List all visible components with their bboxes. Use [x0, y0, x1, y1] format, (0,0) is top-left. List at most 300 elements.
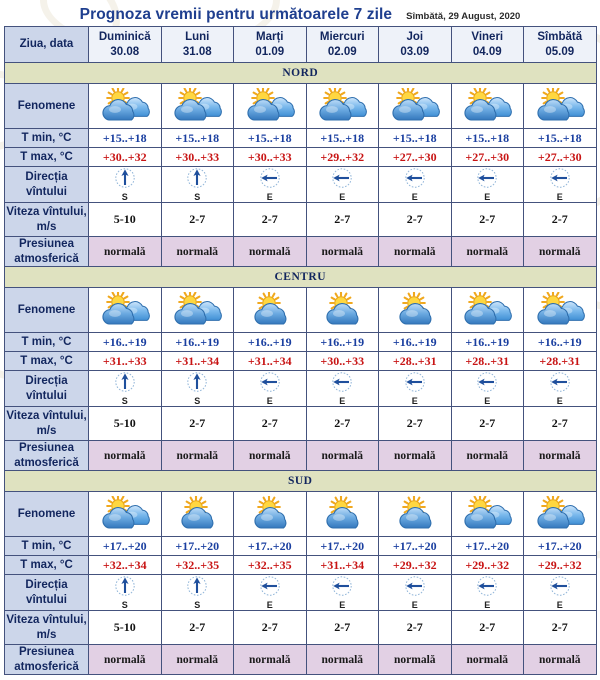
wind-direction-indicator	[307, 167, 379, 202]
wind-speed-value: 2-7	[189, 212, 206, 226]
pressure-cell: normală	[451, 237, 524, 267]
arrow-left-icon	[476, 575, 498, 600]
pressure-cell: normală	[89, 441, 162, 471]
sun-two-clouds-icon	[460, 88, 514, 124]
arrow-up-icon	[114, 371, 136, 396]
tmin-cell	[161, 129, 234, 148]
wind-direction-cell	[161, 371, 234, 407]
tmax-cell	[379, 556, 452, 575]
pressure-cell: normală	[161, 237, 234, 267]
forecast-table	[4, 26, 597, 675]
wind-direction-cell	[234, 575, 307, 611]
sun-two-clouds-icon	[533, 496, 587, 532]
phenomena-cell	[306, 288, 379, 333]
arrow-left-icon	[404, 167, 426, 192]
pressure-cell: normală	[451, 645, 524, 675]
day-name: Joi	[406, 31, 424, 44]
tmin-value: +15..+18	[320, 130, 365, 145]
tmin-cell	[524, 129, 597, 148]
arrow-left-icon	[331, 167, 353, 192]
wind-speed-value: 2-7	[551, 212, 568, 226]
region-band-row	[5, 63, 597, 84]
wind-speed-cell	[524, 203, 597, 237]
arrow-up-icon	[186, 371, 208, 396]
wind-direction-cell	[89, 575, 162, 611]
sun-two-clouds-icon	[315, 88, 369, 124]
table-row	[5, 645, 597, 675]
wind-direction-label: E	[556, 396, 563, 406]
tmax-value: +30..+33	[175, 149, 220, 164]
sun-one-cloud-icon	[246, 292, 294, 328]
wind-direction-indicator	[379, 371, 451, 406]
wind-speed-cell	[306, 407, 379, 441]
tmin-value: +16..+19	[537, 334, 582, 349]
wind-speed-cell	[379, 611, 452, 645]
wind-direction-label: E	[556, 192, 563, 202]
phenomena-cell	[234, 84, 307, 129]
wind-direction-cell	[451, 371, 524, 407]
pressure-cell: normală	[524, 645, 597, 675]
wind-speed-cell	[161, 407, 234, 441]
table-row	[5, 148, 597, 167]
tmax-value: +31..+34	[320, 557, 365, 572]
table-row	[5, 371, 597, 407]
wind-direction-label: S	[194, 396, 201, 406]
wind-direction-indicator	[307, 371, 379, 406]
tmin-value: +17..+20	[465, 538, 510, 553]
row-label-tmin: T min, °C	[5, 129, 89, 148]
wind-speed-cell	[379, 407, 452, 441]
table-row	[5, 611, 597, 645]
tmin-cell	[161, 537, 234, 556]
wind-direction-label: S	[121, 396, 128, 406]
table-row	[5, 288, 597, 333]
wind-direction-cell	[306, 575, 379, 611]
tmin-cell	[524, 537, 597, 556]
tmax-value: +29..+32	[465, 557, 510, 572]
tmax-value: +28.+31	[539, 353, 581, 368]
day-header-cell	[379, 27, 452, 63]
wind-direction-indicator	[162, 167, 234, 202]
wind-direction-cell	[379, 575, 452, 611]
arrow-left-icon	[259, 167, 281, 192]
wind-direction-cell	[306, 167, 379, 203]
phenomena-cell	[89, 492, 162, 537]
title-bar	[4, 0, 596, 26]
tmin-value: +16..+19	[320, 334, 365, 349]
arrow-left-icon	[259, 575, 281, 600]
wind-direction-cell	[451, 575, 524, 611]
pressure-cell: normală	[161, 645, 234, 675]
day-name: Vineri	[471, 31, 504, 44]
tmin-value: +17..+20	[175, 538, 220, 553]
arrow-left-icon	[549, 575, 571, 600]
tmin-value: +15..+18	[537, 130, 582, 145]
wind-direction-indicator	[452, 371, 524, 406]
wind-direction-cell	[306, 371, 379, 407]
corner-header-cell: Ziua, data	[5, 27, 89, 63]
sun-two-clouds-icon	[460, 496, 514, 532]
tmin-cell	[234, 333, 307, 352]
tmax-cell	[306, 352, 379, 371]
region-band-row	[5, 267, 597, 288]
wind-speed-value: 5-10	[113, 416, 136, 430]
sun-one-cloud-icon	[318, 292, 366, 328]
tmin-cell	[306, 333, 379, 352]
wind-direction-indicator	[379, 575, 451, 610]
tmax-value: +30..+33	[247, 149, 292, 164]
tmin-cell	[379, 129, 452, 148]
sun-two-clouds-icon	[533, 88, 587, 124]
wind-direction-indicator	[307, 575, 379, 610]
tmax-value: +29..+32	[320, 149, 365, 164]
phenomena-cell	[524, 288, 597, 333]
tmax-value: +29..+32	[392, 557, 437, 572]
wind-speed-value: 2-7	[551, 416, 568, 430]
tmax-cell	[451, 352, 524, 371]
table-row	[5, 352, 597, 371]
pressure-cell: normală	[161, 441, 234, 471]
tmax-cell	[379, 352, 452, 371]
arrow-left-icon	[259, 371, 281, 396]
tmin-cell	[234, 537, 307, 556]
day-header-cell	[524, 27, 597, 63]
tmin-cell	[451, 333, 524, 352]
region-title: NORD	[5, 63, 597, 84]
wind-speed-cell	[234, 611, 307, 645]
wind-speed-value: 2-7	[479, 416, 496, 430]
arrow-left-icon	[331, 371, 353, 396]
arrow-left-icon	[549, 371, 571, 396]
wind-speed-cell	[234, 203, 307, 237]
phenomena-cell	[234, 492, 307, 537]
tmax-cell	[306, 556, 379, 575]
wind-direction-label: S	[194, 600, 201, 610]
day-name: Marți	[256, 31, 284, 44]
wind-direction-label: E	[484, 600, 491, 610]
table-row	[5, 167, 597, 203]
tmax-value: +29..+32	[537, 557, 582, 572]
tmax-value: +32..+34	[102, 557, 147, 572]
tmax-cell	[234, 352, 307, 371]
wind-direction-cell	[89, 371, 162, 407]
phenomena-cell	[89, 84, 162, 129]
tmax-cell	[451, 148, 524, 167]
day-date: 05.09	[545, 45, 575, 58]
phenomena-cell	[379, 288, 452, 333]
day-date: 30.08	[110, 45, 140, 58]
wind-speed-cell	[89, 203, 162, 237]
wind-direction-indicator	[234, 167, 306, 202]
tmax-value: +31..+34	[175, 353, 220, 368]
tmax-value: +28..+31	[392, 353, 437, 368]
row-label-tmax: T max, °C	[5, 556, 89, 575]
pressure-cell: normală	[234, 441, 307, 471]
tmin-value: +16..+19	[392, 334, 437, 349]
phenomena-cell	[89, 288, 162, 333]
table-row	[5, 407, 597, 441]
tmin-value: +15..+18	[247, 130, 292, 145]
wind-direction-cell	[524, 575, 597, 611]
wind-speed-value: 2-7	[334, 620, 351, 634]
tmin-cell	[451, 537, 524, 556]
table-row	[5, 575, 597, 611]
tmax-cell	[89, 556, 162, 575]
region-band-row	[5, 471, 597, 492]
row-label-wind_speed: Viteza vîntului, m/s	[5, 611, 89, 645]
pressure-cell: normală	[234, 645, 307, 675]
sun-one-cloud-icon	[173, 496, 221, 532]
wind-direction-indicator	[89, 167, 161, 202]
region-title: SUD	[5, 471, 597, 492]
wind-direction-label: E	[266, 396, 273, 406]
row-label-pressure: Presiunea atmosferică	[5, 441, 89, 471]
tmax-value: +27..+30	[537, 149, 582, 164]
wind-direction-label: E	[339, 192, 346, 202]
wind-direction-label: E	[484, 192, 491, 202]
tmax-value: +27..+30	[392, 149, 437, 164]
day-name: Sîmbătă	[537, 31, 583, 44]
wind-speed-cell	[379, 203, 452, 237]
arrow-up-icon	[114, 575, 136, 600]
row-label-tmin: T min, °C	[5, 537, 89, 556]
pressure-cell: normală	[379, 237, 452, 267]
tmin-cell	[306, 537, 379, 556]
wind-speed-cell	[451, 203, 524, 237]
day-header-cell	[161, 27, 234, 63]
tmax-value: +32..+35	[175, 557, 220, 572]
sun-two-clouds-icon	[243, 88, 297, 124]
wind-direction-label: S	[194, 192, 201, 202]
day-name: Duminică	[98, 31, 151, 44]
tmin-value: +16..+19	[465, 334, 510, 349]
table-row	[5, 492, 597, 537]
pressure-cell: normală	[306, 441, 379, 471]
tmin-value: +15..+18	[392, 130, 437, 145]
wind-direction-label: E	[484, 396, 491, 406]
table-row	[5, 556, 597, 575]
pressure-cell: normală	[306, 645, 379, 675]
wind-direction-indicator	[89, 371, 161, 406]
tmax-cell	[524, 352, 597, 371]
wind-direction-indicator	[379, 167, 451, 202]
sun-one-cloud-icon	[391, 496, 439, 532]
tmax-cell	[89, 148, 162, 167]
tmax-value: +27..+30	[465, 149, 510, 164]
wind-direction-label: E	[411, 192, 418, 202]
wind-direction-label: E	[266, 192, 273, 202]
tmax-cell	[379, 148, 452, 167]
wind-speed-cell	[89, 611, 162, 645]
wind-direction-label: S	[121, 600, 128, 610]
table-row	[5, 237, 597, 267]
row-label-pressure: Presiunea atmosferică	[5, 237, 89, 267]
wind-direction-cell	[379, 371, 452, 407]
wind-speed-cell	[451, 611, 524, 645]
arrow-up-icon	[186, 575, 208, 600]
sun-two-clouds-icon	[170, 88, 224, 124]
wind-speed-value: 2-7	[406, 416, 423, 430]
phenomena-cell	[524, 492, 597, 537]
arrow-left-icon	[331, 575, 353, 600]
wind-speed-value: 2-7	[189, 620, 206, 634]
day-date: 31.08	[182, 45, 212, 58]
sun-two-clouds-icon	[98, 292, 152, 328]
sun-two-clouds-icon	[388, 88, 442, 124]
row-label-tmax: T max, °C	[5, 148, 89, 167]
wind-direction-cell	[161, 167, 234, 203]
tmin-value: +16..+19	[102, 334, 147, 349]
wind-speed-value: 2-7	[334, 212, 351, 226]
day-date: 04.09	[472, 45, 502, 58]
wind-direction-cell	[89, 167, 162, 203]
wind-direction-label: E	[266, 600, 273, 610]
tmin-value: +16..+19	[247, 334, 292, 349]
table-row	[5, 333, 597, 352]
table-row	[5, 441, 597, 471]
pressure-cell: normală	[524, 441, 597, 471]
wind-speed-cell	[524, 611, 597, 645]
day-header-cell	[451, 27, 524, 63]
day-date: 02.09	[327, 45, 357, 58]
wind-direction-indicator	[452, 575, 524, 610]
tmin-value: +15..+18	[102, 130, 147, 145]
phenomena-cell	[161, 288, 234, 333]
wind-speed-value: 2-7	[406, 212, 423, 226]
tmax-cell	[524, 148, 597, 167]
day-date: 01.09	[255, 45, 285, 58]
tmin-cell	[89, 537, 162, 556]
phenomena-cell	[379, 84, 452, 129]
phenomena-cell	[379, 492, 452, 537]
table-row	[5, 203, 597, 237]
day-date: 03.09	[400, 45, 430, 58]
region-title: CENTRU	[5, 267, 597, 288]
arrow-left-icon	[404, 575, 426, 600]
sun-two-clouds-icon	[533, 292, 587, 328]
arrow-left-icon	[549, 167, 571, 192]
wind-direction-indicator	[162, 575, 234, 610]
tmin-cell	[379, 537, 452, 556]
tmax-cell	[524, 556, 597, 575]
day-header-cell	[89, 27, 162, 63]
wind-direction-indicator	[89, 575, 161, 610]
wind-direction-label: E	[556, 600, 563, 610]
wind-speed-cell	[306, 203, 379, 237]
pressure-cell: normală	[379, 645, 452, 675]
tmax-value: +30..+32	[102, 149, 147, 164]
phenomena-cell	[451, 492, 524, 537]
wind-direction-cell	[451, 167, 524, 203]
row-label-wind_speed: Viteza vîntului, m/s	[5, 407, 89, 441]
tmax-cell	[161, 556, 234, 575]
wind-direction-indicator	[162, 371, 234, 406]
tmax-cell	[451, 556, 524, 575]
wind-speed-value: 2-7	[551, 620, 568, 634]
arrow-up-icon	[114, 167, 136, 192]
tmax-value: +32..+35	[247, 557, 292, 572]
wind-speed-value: 2-7	[406, 620, 423, 634]
wind-direction-label: E	[339, 396, 346, 406]
header-row	[5, 27, 597, 63]
tmin-cell	[451, 129, 524, 148]
wind-direction-cell	[234, 371, 307, 407]
wind-speed-value: 5-10	[113, 620, 136, 634]
phenomena-cell	[161, 492, 234, 537]
row-label-pressure: Presiunea atmosferică	[5, 645, 89, 675]
current-date-label: Sîmbătă, 29 August, 2020	[406, 11, 521, 22]
pressure-cell: normală	[451, 441, 524, 471]
phenomena-cell	[161, 84, 234, 129]
pressure-cell: normală	[306, 237, 379, 267]
wind-speed-cell	[234, 407, 307, 441]
phenomena-cell	[451, 84, 524, 129]
tmin-value: +16..+19	[175, 334, 220, 349]
tmin-value: +17..+20	[102, 538, 147, 553]
wind-speed-value: 2-7	[479, 212, 496, 226]
row-label-tmin: T min, °C	[5, 333, 89, 352]
wind-speed-cell	[161, 203, 234, 237]
tmax-cell	[306, 148, 379, 167]
tmax-cell	[161, 352, 234, 371]
tmin-cell	[524, 333, 597, 352]
row-label-tmax: T max, °C	[5, 352, 89, 371]
sun-two-clouds-icon	[170, 292, 224, 328]
tmin-value: +17..+20	[392, 538, 437, 553]
tmax-cell	[234, 148, 307, 167]
wind-speed-value: 2-7	[261, 212, 278, 226]
phenomena-cell	[524, 84, 597, 129]
arrow-left-icon	[476, 167, 498, 192]
wind-direction-label: E	[411, 600, 418, 610]
phenomena-cell	[306, 84, 379, 129]
wind-direction-cell	[524, 167, 597, 203]
tmin-value: +17..+20	[320, 538, 365, 553]
phenomena-cell	[306, 492, 379, 537]
wind-speed-value: 2-7	[261, 416, 278, 430]
tmin-value: +17..+20	[537, 538, 582, 553]
wind-speed-value: 5-10	[113, 212, 136, 226]
wind-speed-value: 2-7	[479, 620, 496, 634]
wind-direction-cell	[161, 575, 234, 611]
tmax-value: +31..+34	[247, 353, 292, 368]
sun-two-clouds-icon	[460, 292, 514, 328]
tmax-value: +30..+33	[320, 353, 365, 368]
tmin-value: +15..+18	[465, 130, 510, 145]
wind-direction-label: S	[121, 192, 128, 202]
wind-speed-value: 2-7	[189, 416, 206, 430]
wind-direction-indicator	[524, 167, 596, 202]
pressure-cell: normală	[379, 441, 452, 471]
tmin-value: +17..+20	[247, 538, 292, 553]
wind-direction-cell	[234, 167, 307, 203]
wind-speed-cell	[89, 407, 162, 441]
wind-speed-cell	[524, 407, 597, 441]
row-label-icons: Fenomene	[5, 492, 89, 537]
row-label-icons: Fenomene	[5, 84, 89, 129]
day-header-cell	[234, 27, 307, 63]
table-row	[5, 84, 597, 129]
tmin-value: +15..+18	[175, 130, 220, 145]
wind-speed-cell	[306, 611, 379, 645]
tmax-cell	[234, 556, 307, 575]
pressure-cell: normală	[89, 237, 162, 267]
row-label-wind_speed: Viteza vîntului, m/s	[5, 203, 89, 237]
wind-direction-indicator	[452, 167, 524, 202]
sun-one-cloud-icon	[246, 496, 294, 532]
table-row	[5, 537, 597, 556]
row-label-wind_dir: Direcția vîntului	[5, 167, 89, 203]
